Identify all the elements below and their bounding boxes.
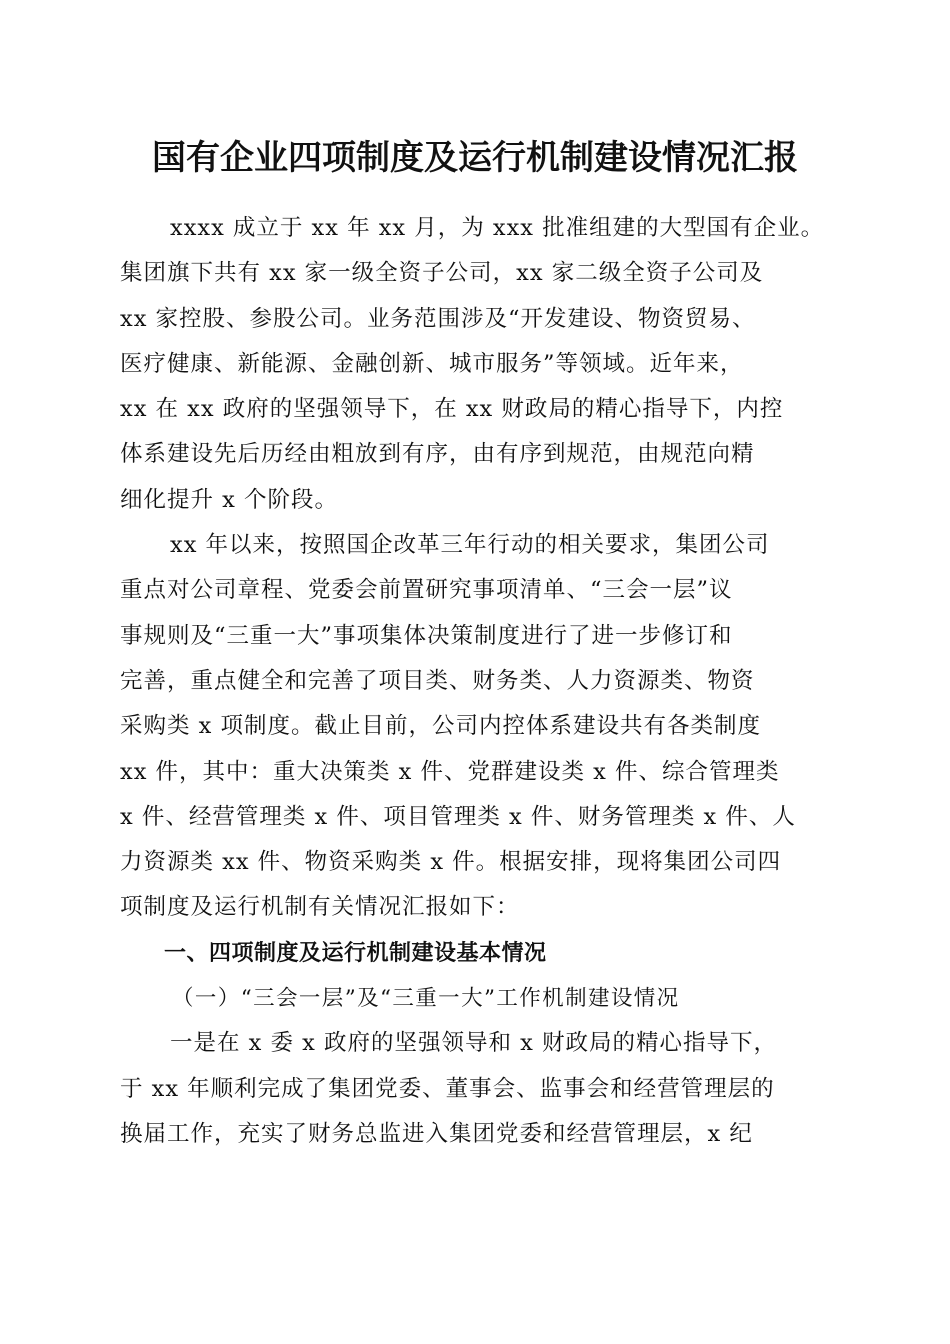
paragraph-line: 医疗健康、新能源、金融创新、城市服务”等领域。近年来， xyxy=(120,350,744,377)
document-title: 国有企业四项制度及运行机制建设情况汇报 xyxy=(152,138,798,178)
paragraph-line: 力资源类 xx 件、物资采购类 x 件。根据安排，现将集团公司四 xyxy=(120,849,782,876)
paragraph-line: 换届工作，充实了财务总监进入集团党委和经营管理层，x 纪 xyxy=(120,1120,753,1147)
paragraph-mechanism xyxy=(120,1021,840,1157)
paragraph-line: 细化提升 x 个阶段。 xyxy=(120,486,338,513)
paragraph-line: 完善，重点健全和完善了项目类、财务类、人力资源类、物资 xyxy=(120,667,755,694)
paragraph-line: 重点对公司章程、党委会前置研究事项清单、“三会一层”议 xyxy=(120,577,733,604)
paragraph-line: xx 件，其中：重大决策类 x 件、党群建设类 x 件、综合管理类 xyxy=(120,758,780,785)
paragraph-line: xx 家控股、参股公司。业务范围涉及“开发建设、物资贸易、 xyxy=(120,305,756,332)
paragraph-line: 事规则及“三重一大”事项集体决策制度进行了进一步修订和 xyxy=(120,622,733,649)
paragraph-line: 一是在 x 委 x 政府的坚强领导和 x 财政局的精心指导下， xyxy=(170,1030,777,1057)
paragraph-line: xxxx 成立于 xx 年 xx 月，为 xxx 批准组建的大型国有企业。 xyxy=(170,215,825,241)
section-heading: 一、四项制度及运行机制建设基本情况 xyxy=(164,940,547,966)
paragraph-overview xyxy=(120,523,840,931)
paragraph-line: xx 在 xx 政府的坚强领导下，在 xx 财政局的精心指导下，内控 xyxy=(120,396,784,423)
subsection-heading: （一）“三会一层”及“三重一大”工作机制建设情况 xyxy=(172,986,680,1012)
document-body xyxy=(120,206,840,1157)
paragraph-line: x 件、经营管理类 x 件、项目管理类 x 件、财务管理类 x 件、人 xyxy=(120,803,796,830)
paragraph-line: 集团旗下共有 xx 家一级全资子公司，xx 家二级全资子公司及 xyxy=(120,260,764,287)
paragraph-line: 体系建设先后历经由粗放到有序，由有序到规范，由规范向精 xyxy=(120,441,755,468)
paragraph-intro xyxy=(120,206,840,523)
paragraph-line: 采购类 x 项制度。截止目前，公司内控体系建设共有各类制度 xyxy=(120,713,761,740)
paragraph-line: xx 年以来，按照国企改革三年行动的相关要求，集团公司 xyxy=(170,532,770,559)
paragraph-line: 项制度及运行机制有关情况汇报如下： xyxy=(120,894,520,921)
paragraph-line: 于 xx 年顺利完成了集团党委、董事会、监事会和经营管理层的 xyxy=(120,1075,775,1102)
